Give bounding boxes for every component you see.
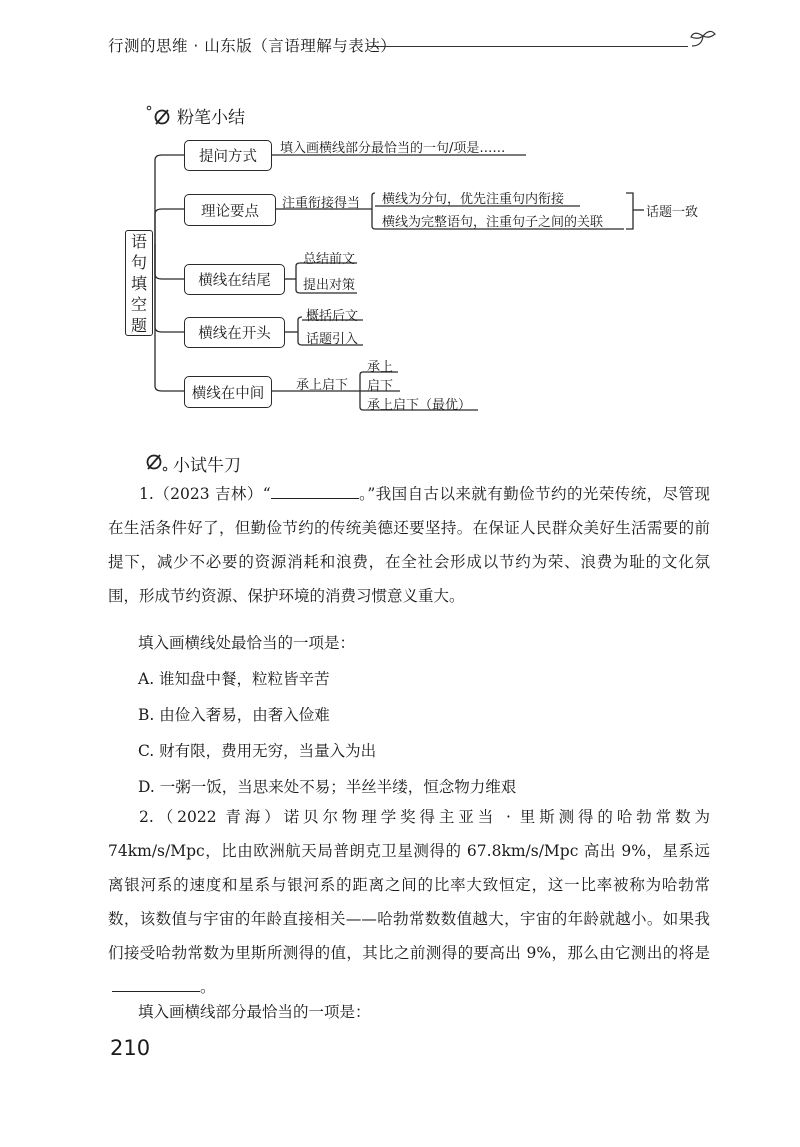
root-char: 填 [130,273,147,293]
question-2-body: 2.（2022 青海）诺贝尔物理学奖得主亚当 · 里斯测得的哈勃常数为 74km/s/Mpc，比由欧洲航天局普朗克卫星测得的 67.8km/s/Mpc 高出 9%，星系远离银河系的速度和星系与银河系的距离之间的比率大致恒定，这一比率被称为哈勃常数，该数值与宇宙的年龄直接相关——哈勃常数数值越大，宇宙的年龄就越小。如果我们接受哈勃常数为里斯所测得的值，其比之前测得的要高出 9%，那么由它测出的将是 [108,808,710,962]
option-b: B. 由俭入奢易，由奢入俭难 [138,706,330,724]
option-c: C. 财有限，费用无穷，当量入为出 [138,742,377,760]
question-1-prompt: 填入画横线处最恰当的一项是： [138,634,356,652]
branch5-sub2: 启下 [367,379,394,394]
branch2-conclusion: 话题一致 [646,205,699,220]
root-char: 句 [130,252,147,272]
branch2-sub2: 横线为完整语句，注重句子之间的关联 [382,215,604,230]
answer-blank [112,976,200,993]
page-number: 210 [110,1036,151,1060]
branch3-sub2: 提出对策 [303,278,356,293]
branch-blank-at-end: 横线在结尾 [184,264,285,295]
root-node [125,230,153,336]
branch1-detail: 填入画横线部分最恰当的一句/项是…… [280,141,506,156]
answer-blank [271,483,359,500]
root-char: 语 [130,231,147,251]
branch5-connector: 承上启下 [296,378,349,393]
branch4-sub2: 话题引入 [306,332,359,347]
question-2-stem [108,800,710,1004]
branch2-sub1: 横线为分句，优先注重句内衔接 [382,192,565,207]
branch5-sub1: 承上 [367,360,394,375]
question-1-body: 。”我国自古以来就有勤俭节约的光荣传统，尽管现在生活条件好了，但勤俭节约的传统美德还要坚持。在保证人民群众美好生活需要的前提下，减少不必要的资源消耗和浪费，在全社会形成以节约为荣、浪费为耻的文化氛围，形成节约资源、保护环境的消费习惯意义重大。 [108,485,710,605]
branch-blank-in-middle: 横线在中间 [184,376,272,408]
practice-section-icon [144,452,170,472]
running-header: 行测的思维 · 山东版（言语理解与表达） [108,37,397,55]
branch-question-style: 提问方式 [184,140,272,171]
question-1-stem [108,477,710,613]
summary-title: 粉笔小结 [177,108,245,128]
branch4-sub1: 概括后文 [306,309,359,324]
root-char: 题 [130,315,147,335]
branch2-connector: 注重衔接得当 [282,196,361,211]
branch-theory-points: 理论要点 [184,194,276,226]
branch3-sub1: 总结前文 [303,252,356,267]
option-d: D. 一粥一饭，当思来处不易；半丝半缕，恒念物力维艰 [138,778,517,796]
root-char: 空 [130,294,147,314]
option-a: A. 谁知盘中餐，粒粒皆辛苦 [138,670,330,688]
question-1-prefix: 1.（2023 吉林）“ [139,485,271,503]
question-2-end: 。 [200,978,216,996]
branch-blank-at-start: 横线在开头 [184,317,285,348]
practice-title: 小试牛刀 [173,456,241,476]
branch5-sub3: 承上启下（最优） [367,398,472,413]
question-2-prompt: 填入画横线部分最恰当的一项是： [138,1003,371,1021]
